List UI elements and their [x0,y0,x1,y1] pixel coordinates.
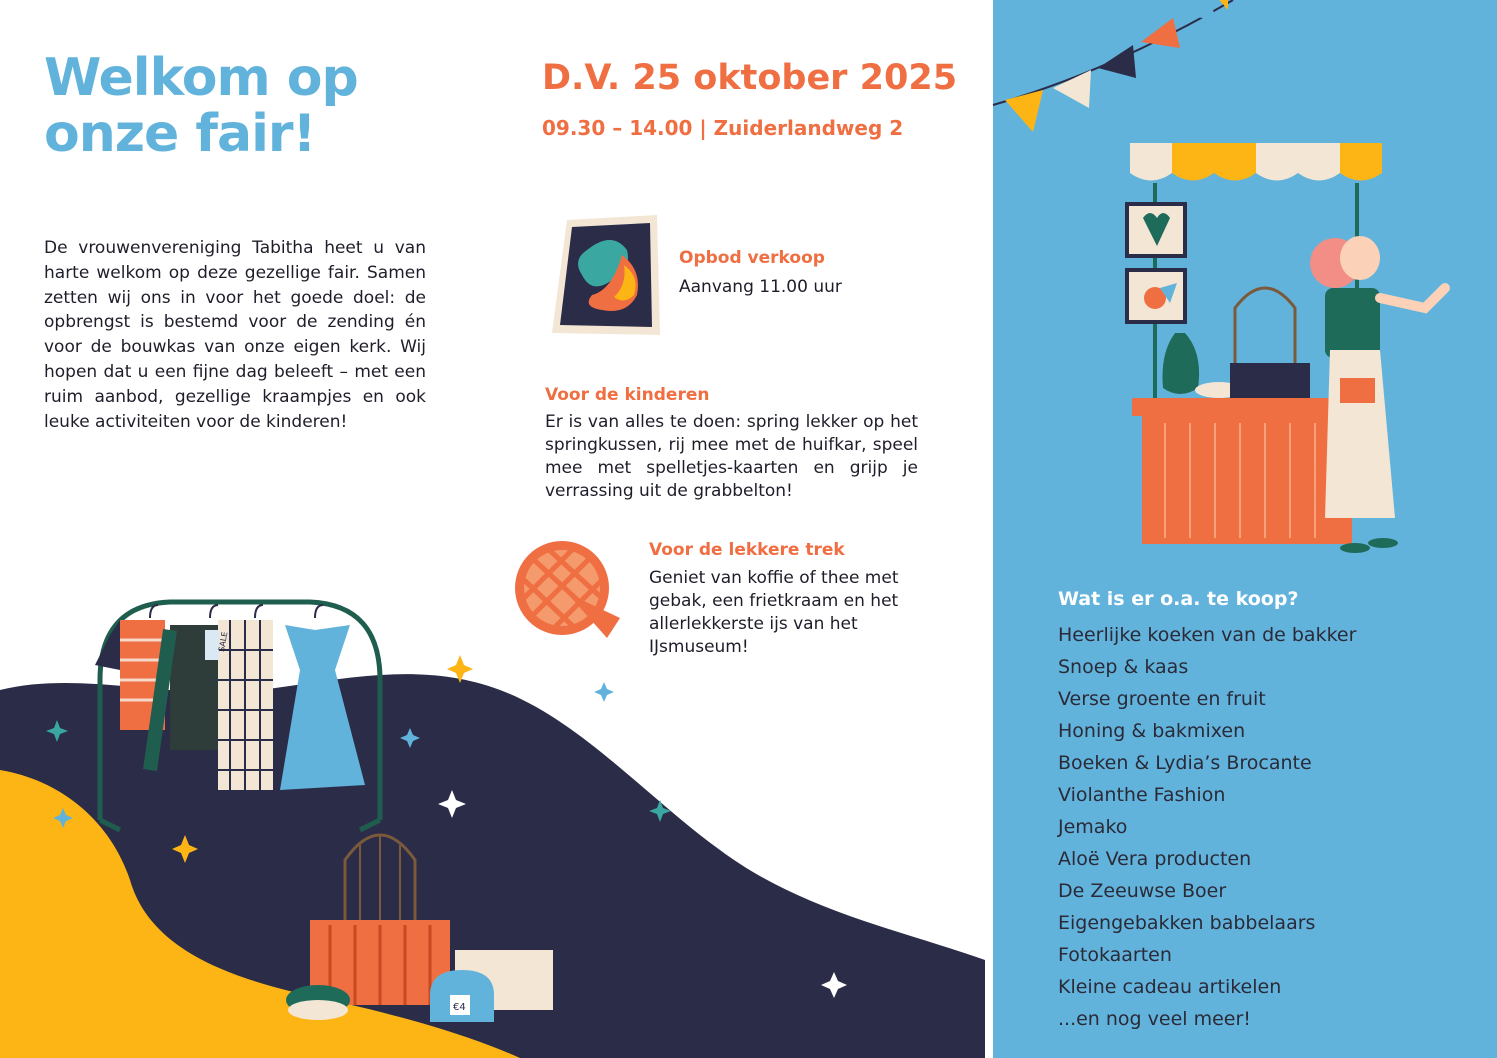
clothing-rack-illustration [80,590,580,1050]
list-item: Eigengebakken babbelaars [1058,912,1316,934]
intro-text: De vrouwenvereniging Tabitha heet u van harte welkom op deze gezellige fair. Samen zetten wij ons in voor het goede doel: de opbrengst is bestemd voor de zending én voor de bouwkas van onze eigen kerk. Wij hopen dat u een fijne dag beleeft – met een ruim aanbod, gezellige kraampjes en ook leuke activiteiten voor de kinderen! [44,238,426,432]
price-tag: €4 [453,1002,466,1013]
page-title [44,50,358,162]
list-item: Heerlijke koeken van de bakker [1058,624,1357,646]
painting-icon [552,215,662,340]
market-stall-illustration [1125,138,1465,558]
shop-list [1058,619,1356,1035]
list-item: Honing & bakmixen [1058,720,1246,742]
sale-tag: SALE [217,631,230,653]
list-item: Aloë Vera producten [1058,848,1252,870]
list-item: Fotokaarten [1058,944,1172,966]
kids-title: Voor de kinderen [545,385,710,405]
event-date: D.V. 25 oktober 2025 [542,58,958,98]
food-title: Voor de lekkere trek [649,540,845,560]
list-item: ...en nog veel meer! [1058,1008,1251,1030]
kids-text: Er is van alles te doen: spring lekker op het springkussen, rij mee met de huifkar, speel mee met spelletjes-kaarten en grijp je verrassing uit de grabbelton! [545,412,918,501]
list-item: Kleine cadeau artikelen [1058,976,1282,998]
list-item: Jemako [1058,816,1128,838]
list-item: Boeken & Lydia’s Brocante [1058,752,1312,774]
title-line-1: Welkom op [44,48,358,108]
title-line-2: onze fair! [44,104,316,164]
event-time-location: 09.30 – 14.00 | Zuiderlandweg 2 [542,116,904,140]
list-item: Verse groente en fruit [1058,688,1266,710]
pie-icon [512,538,622,643]
food-text: Geniet van koffie of thee met gebak, een frietkraam en het allerlekkerste ijs van het IJsmuseum! [649,568,899,657]
list-item: De Zeeuwse Boer [1058,880,1227,902]
list-item: Violanthe Fashion [1058,784,1226,806]
list-item: Snoep & kaas [1058,656,1189,678]
bunting-icon [993,0,1497,140]
shop-title: Wat is er o.a. te koop? [1058,588,1299,610]
auction-text: Aanvang 11.00 uur [679,277,842,297]
auction-title: Opbod verkoop [679,248,825,268]
